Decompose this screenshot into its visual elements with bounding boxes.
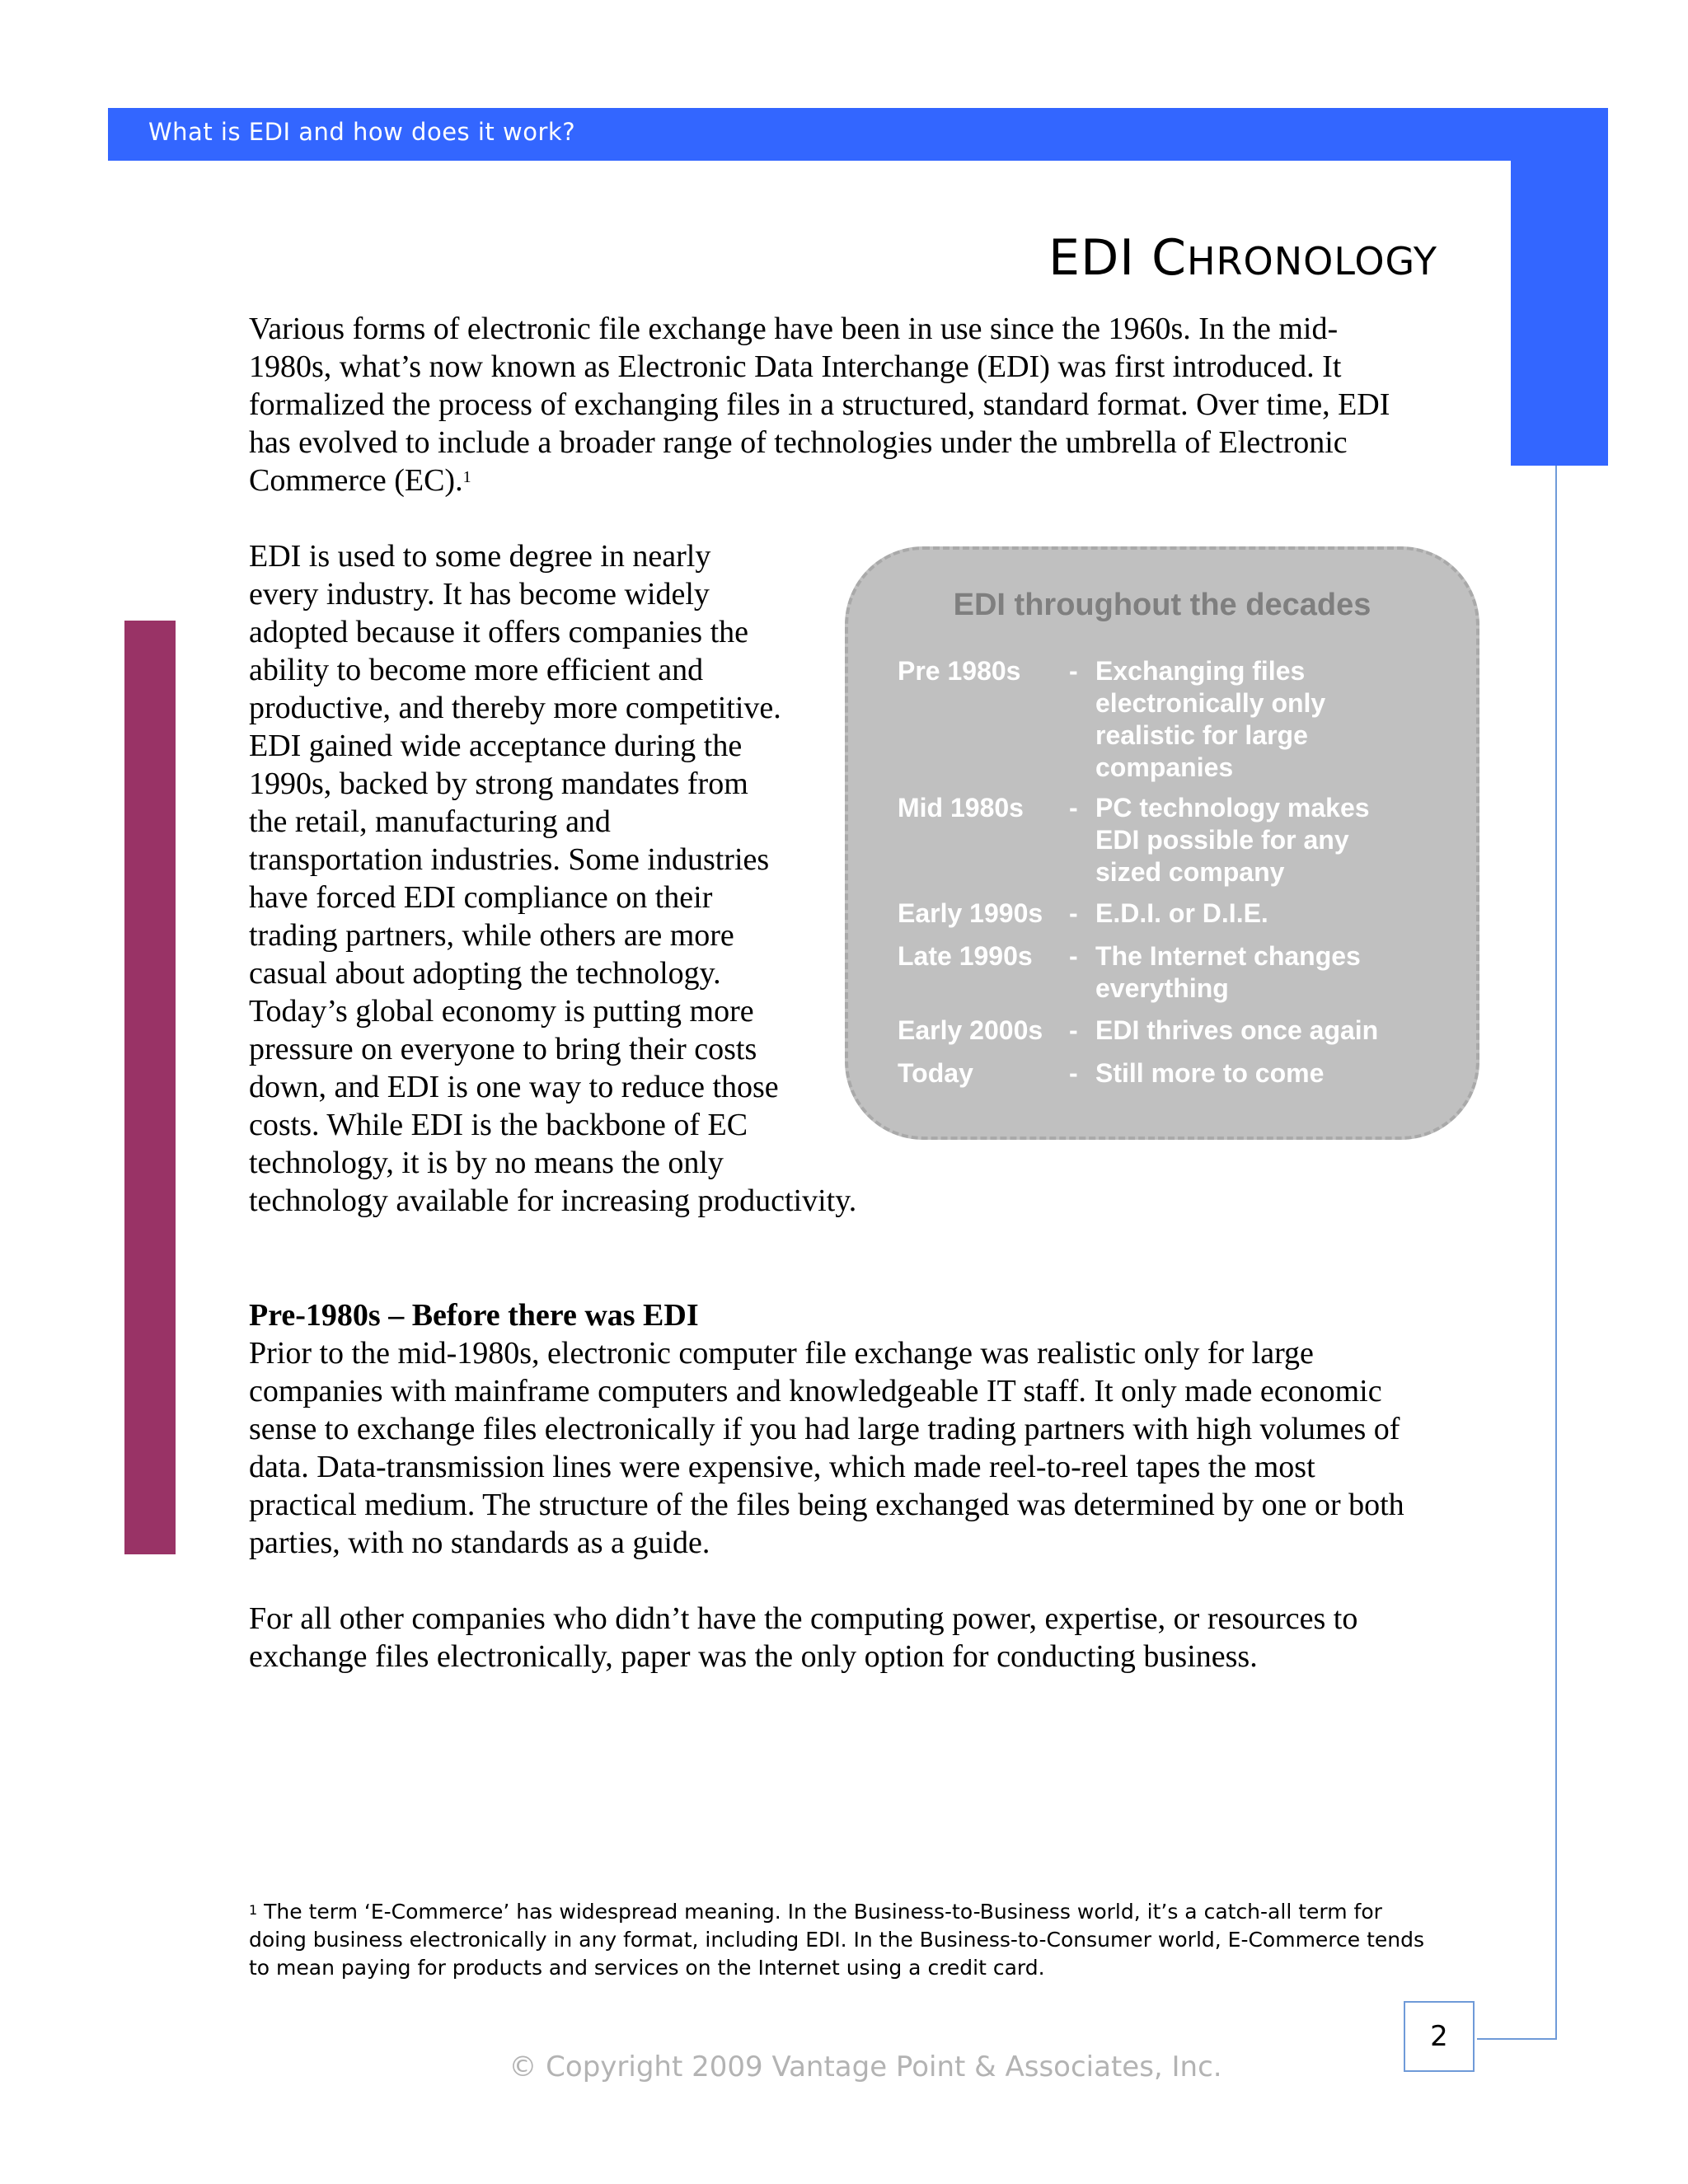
decade-era: Mid 1980s [898, 793, 1024, 823]
title-small-caps: HRONOLOGY [1186, 239, 1437, 284]
page-number: 2 [1404, 2001, 1475, 2072]
decade-desc-line: realistic for large [1095, 720, 1308, 750]
intro-paragraph [249, 310, 1485, 499]
adoption-line: technology, it is by no means the only [249, 1146, 724, 1180]
intro-line-last [249, 462, 1485, 499]
decade-description [1095, 898, 1442, 930]
pre-1980s-line: companies with mainframe computers and knowledgeable IT staff. It only made economic [249, 1374, 1382, 1408]
header-section-title: What is EDI and how does it work? [148, 118, 576, 146]
other-companies-paragraph [249, 1600, 1526, 1675]
adoption-line: adopted because it offers companies the [249, 615, 749, 649]
intro-line: Commerce (EC). [249, 463, 463, 498]
footnote [249, 1898, 1568, 1982]
title-first-word: EDI [1048, 229, 1135, 287]
footnote-marker: 1 [249, 1902, 258, 1918]
decade-separator: - [1069, 1058, 1078, 1088]
footnote-line: The term ‘E-Commerce’ has widespread meaning. In the Business-to-Business world, it’s a catch-all term for [264, 1900, 1382, 1924]
adoption-line: the retail, manufacturing and [249, 804, 611, 839]
decade-description [1095, 792, 1442, 888]
decade-desc-line: PC technology makes [1095, 793, 1370, 823]
footnote-line: doing business electronically in any format, including EDI. In the Business-to-Consumer world, E-Commerce tends [249, 1928, 1425, 1952]
other-companies-line: For all other companies who didn’t have the computing power, expertise, or resources to [249, 1601, 1358, 1636]
footnote-line: to mean paying for products and services on the Internet using a credit card. [249, 1956, 1045, 1980]
intro-line: formalized the process of exchanging files in a structured, standard format. Over time, EDI [249, 387, 1390, 422]
adoption-paragraph [249, 537, 908, 1220]
decade-desc-line: everything [1095, 973, 1229, 1003]
adoption-line: down, and EDI is one way to reduce those [249, 1070, 779, 1104]
decade-era: Early 1990s [898, 898, 1043, 928]
adoption-line: EDI is used to some degree in nearly [249, 539, 711, 574]
decade-desc-line: Exchanging files [1095, 656, 1306, 686]
frame-line-vertical [1555, 466, 1557, 2040]
decades-sidebar-box [845, 546, 1479, 1140]
adoption-line: transportation industries. Some industries [249, 842, 770, 877]
intro-line: Various forms of electronic file exchange have been in use since the 1960s. In the mid- [249, 312, 1339, 346]
frame-line-horizontal [1477, 2038, 1557, 2040]
decade-era: Late 1990s [898, 941, 1033, 971]
intro-line: 1980s, what’s now known as Electronic Data Interchange (EDI) was first introduced. It [249, 349, 1342, 384]
adoption-line: technology available for increasing productivity. [249, 1183, 857, 1218]
adoption-line: casual about adopting the technology. [249, 956, 721, 991]
copyright-notice: © Copyright 2009 Vantage Point & Associates, Inc. [509, 2050, 1222, 2083]
adoption-line: ability to become more efficient and [249, 653, 704, 687]
adoption-line: trading partners, while others are more [249, 918, 734, 953]
decade-description [1095, 1057, 1442, 1090]
title-cap-letter: C [1151, 229, 1187, 287]
decade-desc-line: E.D.I. or D.I.E. [1095, 898, 1268, 928]
adoption-line: costs. While EDI is the backbone of EC [249, 1108, 748, 1142]
adoption-line: every industry. It has become widely [249, 577, 710, 612]
decade-desc-line: companies [1095, 752, 1234, 782]
pre-1980s-line: sense to exchange files electronically if you had large trading partners with high volumes of [249, 1412, 1400, 1446]
decade-separator: - [1069, 898, 1078, 928]
adoption-line: have forced EDI compliance on their [249, 880, 713, 915]
footnote-line-first [249, 1898, 1568, 1926]
decade-desc-line: The Internet changes [1095, 941, 1361, 971]
decade-era: Early 2000s [898, 1015, 1043, 1045]
adoption-line: pressure on everyone to bring their costs [249, 1032, 757, 1066]
pre-1980s-paragraph [249, 1334, 1526, 1562]
pre-1980s-line: practical medium. The structure of the files being exchanged was determined by one or both [249, 1488, 1404, 1522]
adoption-line: EDI gained wide acceptance during the [249, 729, 743, 763]
page-title [1048, 229, 1437, 287]
decade-desc-line: sized company [1095, 857, 1285, 887]
decade-desc-line: electronically only [1095, 688, 1326, 718]
decade-desc-line: Still more to come [1095, 1058, 1325, 1088]
adoption-line: Today’s global economy is putting more [249, 994, 754, 1029]
footnote-reference[interactable]: 1 [462, 468, 471, 486]
decade-era: Today [898, 1058, 973, 1088]
decade-description [1095, 940, 1442, 1005]
left-accent-bar [124, 621, 176, 1554]
decade-separator: - [1069, 793, 1078, 823]
decades-box-title: EDI throughout the decades [953, 588, 1372, 622]
pre-1980s-line: data. Data-transmission lines were expensive, which made reel-to-reel tapes the most [249, 1450, 1315, 1484]
decade-separator: - [1069, 941, 1078, 971]
decade-desc-line: EDI thrives once again [1095, 1015, 1379, 1045]
decade-era: Pre 1980s [898, 656, 1021, 686]
decade-separator: - [1069, 1015, 1078, 1045]
intro-line: has evolved to include a broader range of technologies under the umbrella of Electronic [249, 425, 1348, 460]
decade-description [1095, 1015, 1442, 1047]
section-heading-pre-1980s: Pre-1980s – Before there was EDI [249, 1298, 699, 1333]
decade-separator: - [1069, 656, 1078, 686]
header-corner-block [1511, 161, 1608, 466]
adoption-line: 1990s, backed by strong mandates from [249, 766, 748, 801]
pre-1980s-line: Prior to the mid-1980s, electronic computer file exchange was realistic only for large [249, 1336, 1314, 1371]
adoption-line: productive, and thereby more competitive. [249, 691, 781, 725]
decade-description [1095, 655, 1442, 784]
other-companies-line: exchange files electronically, paper was the only option for conducting business. [249, 1639, 1258, 1674]
decade-desc-line: EDI possible for any [1095, 825, 1349, 855]
pre-1980s-line: parties, with no standards as a guide. [249, 1526, 710, 1560]
